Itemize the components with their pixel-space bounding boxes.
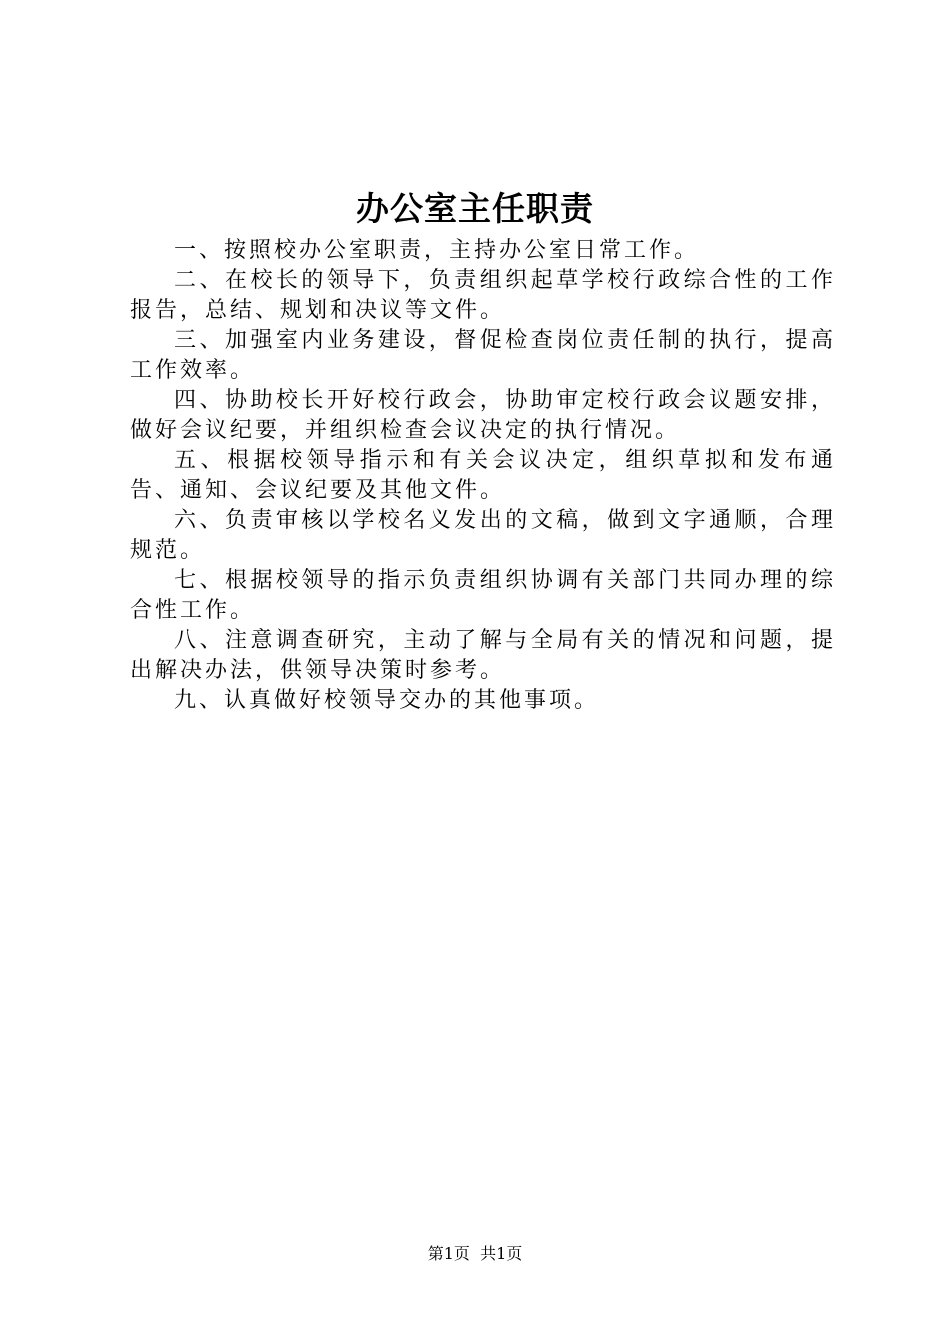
duty-item-1: 一、按照校办公室职责，主持办公室日常工作。 [174, 238, 700, 263]
duty-item-5: 五、根据校领导指示和有关会议决定，组织草拟和发布通告、通知、会议纪要及其他文件。 [130, 448, 836, 503]
duty-item-2: 二、在校长的领导下，负责组织起草学校行政综合性的工作报告，总结、规划和决议等文件。 [130, 268, 836, 323]
page-number-footer: 第1页 共1页 [427, 1244, 523, 1263]
document-body [130, 236, 836, 716]
document-title: 办公室主任职责 [356, 189, 594, 228]
duty-item-9: 九、认真做好校领导交办的其他事项。 [174, 688, 600, 713]
duty-item-6: 六、负责审核以学校名义发出的文稿，做到文字通顺，合理规范。 [130, 508, 836, 563]
duty-item-8: 八、注意调查研究，主动了解与全局有关的情况和问题，提出解决办法，供领导决策时参考。 [130, 628, 836, 683]
duty-item-4: 四、协助校长开好校行政会，协助审定校行政会议题安排，做好会议纪要，并组织检查会议决定的执行情况。 [130, 388, 836, 443]
duty-item-7: 七、根据校领导的指示负责组织协调有关部门共同办理的综合性工作。 [130, 568, 836, 623]
duty-item-3: 三、加强室内业务建设，督促检查岗位责任制的执行，提高工作效率。 [130, 328, 836, 383]
